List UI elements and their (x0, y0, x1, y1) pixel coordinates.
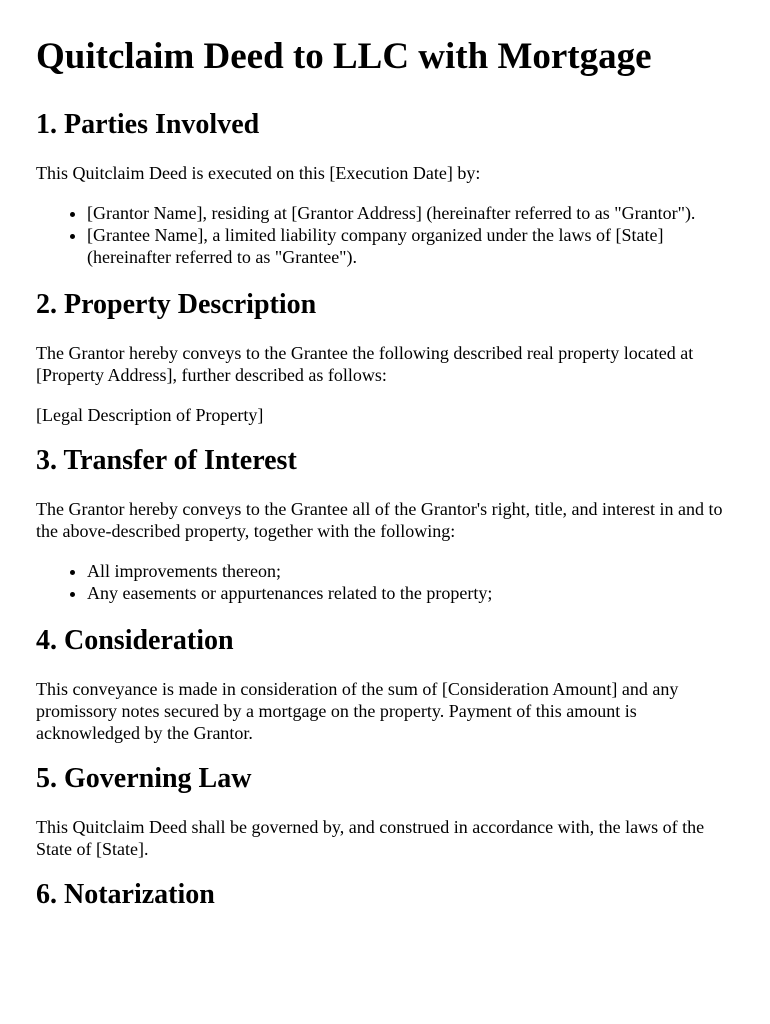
section-paragraph: This Quitclaim Deed shall be governed by, and construed in accordance with, the laws of the State of [State]. (36, 817, 705, 859)
section-governing-law (36, 762, 734, 860)
section-consideration (36, 624, 734, 744)
section-parties-involved (36, 108, 734, 268)
bullet-list (36, 560, 734, 604)
section-heading: 1. Parties Involved (36, 109, 260, 140)
document-title: Quitclaim Deed to LLC with Mortgage (36, 36, 652, 77)
section-transfer-of-interest (36, 444, 734, 604)
list-item: • Any easements or appurtenances related to the property; (87, 582, 734, 604)
list-item: • All improvements thereon; (87, 560, 734, 582)
section-heading: 3. Transfer of Interest (36, 445, 297, 476)
section-notarization (36, 878, 734, 912)
section-heading: 5. Governing Law (36, 763, 252, 794)
section-heading: 2. Property Description (36, 289, 317, 320)
section-paragraph: This Quitclaim Deed is executed on this [Execution Date] by: (36, 163, 481, 183)
section-paragraph: [Legal Description of Property] (36, 405, 264, 425)
list-item: • [Grantee Name], a limited liability company organized under the laws of [State] (hereinafter referred to as "Grantee"). (87, 224, 734, 268)
section-property-description (36, 288, 734, 426)
section-paragraph: The Grantor hereby conveys to the Grantee the following described real property located at [Property Address], further described as follows: (36, 343, 694, 385)
section-heading: 6. Notarization (36, 879, 215, 910)
section-paragraph: The Grantor hereby conveys to the Grantee all of the Grantor's right, title, and interest in and to the above-described property, together with the following: (36, 499, 723, 541)
list-item: • [Grantor Name], residing at [Grantor Address] (hereinafter referred to as "Grantor"). (87, 202, 734, 224)
section-heading: 4. Consideration (36, 625, 234, 656)
section-paragraph: This conveyance is made in consideration of the sum of [Consideration Amount] and any promissory notes secured by a mortgage on the property. Payment of this amount is acknowledged by the Grantor. (36, 679, 679, 743)
bullet-list (36, 202, 734, 268)
